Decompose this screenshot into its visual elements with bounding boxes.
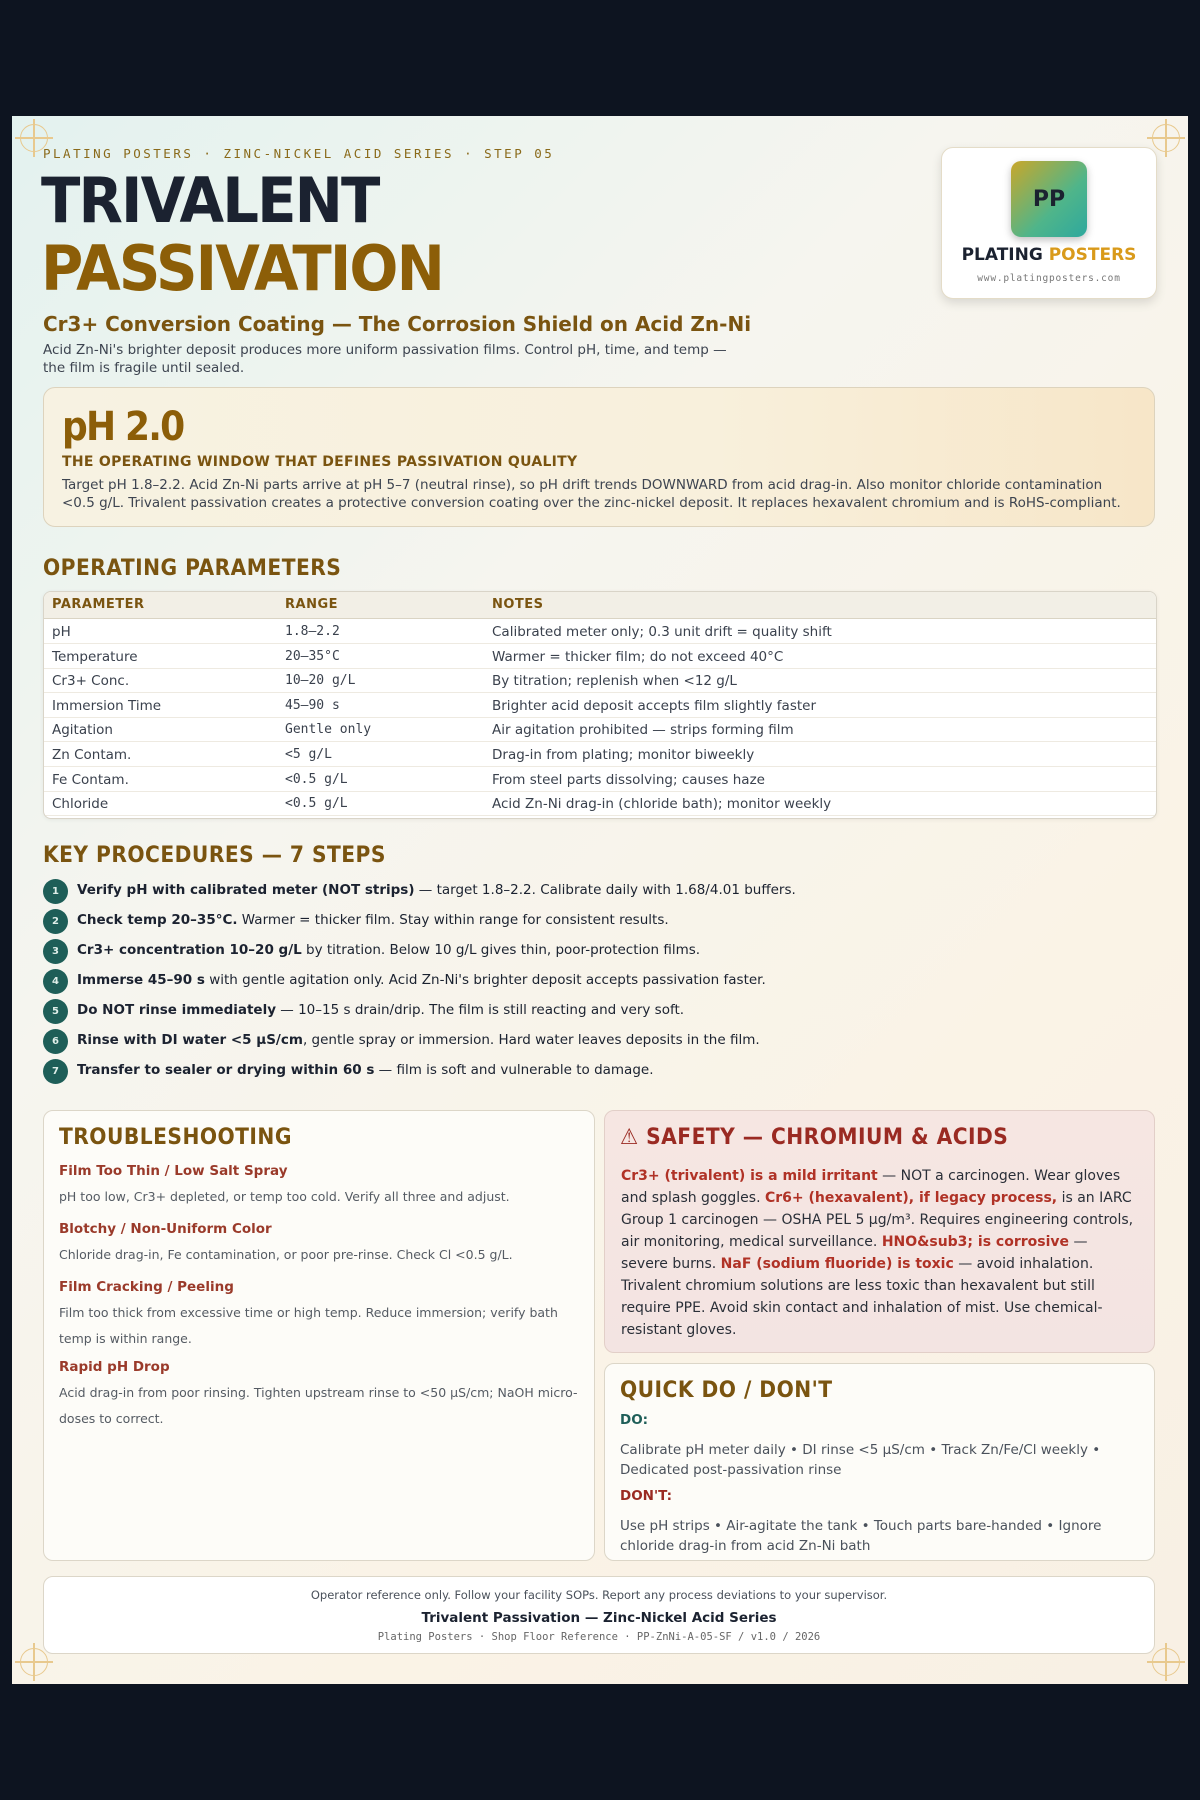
trouble-body: Film too thick from excessive time or high temp. Reduce immersion; verify bath temp is within range. (59, 1305, 558, 1346)
poster (12, 116, 1188, 1684)
table-row-divider (44, 791, 1156, 792)
do-text: Calibrate pH meter daily • DI rinse <5 µS/cm • Track Zn/Fe/Cl weekly • Dedicated post-passivation rinse (620, 1442, 1101, 1478)
troubleshooting-card (43, 1110, 595, 1561)
brand-url: www.platingposters.com (977, 273, 1121, 284)
table-row-divider (44, 741, 1156, 742)
table-cell-range: Gentle only (285, 722, 372, 738)
trouble-heading: Blotchy / Non-Uniform Color (59, 1221, 272, 1237)
table-cell-notes: From steel parts dissolving; causes haze (492, 771, 765, 788)
ph-heading: THE OPERATING WINDOW THAT DEFINES PASSIVATION QUALITY (62, 454, 578, 470)
step-text: Rinse with DI water <5 µS/cm, gentle spray or immersion. Hard water leaves deposits in the film. (77, 1032, 760, 1048)
step-number-badge: 2 (43, 909, 68, 934)
table-cell-parameter: Temperature (52, 648, 138, 665)
ph-callout (43, 387, 1155, 527)
table-cell-range: <5 g/L (285, 747, 332, 762)
ph-value: pH 2.0 (62, 404, 184, 450)
table-cell-range: 1.8–2.2 (285, 624, 340, 639)
table-cell-range: 10–20 g/L (285, 673, 356, 689)
intro-text: Acid Zn-Ni's brighter deposit produces more uniform passivation films. Control pH, time, and temp — the film is fragile until sealed. (43, 342, 727, 376)
brand-badge: PP (1011, 161, 1087, 237)
series-kicker: PLATING POSTERS · ZINC-NICKEL ACID SERIES · STEP 05 (43, 146, 555, 161)
table-row-divider (44, 766, 1156, 767)
footer-disclaimer: Operator reference only. Follow your facility SOPs. Report any process deviations to your supervisor. (310, 1588, 888, 1602)
key-procedures-title: KEY PROCEDURES — 7 STEPS (43, 843, 386, 868)
dont-text: Use pH strips • Air-agitate the tank • Touch parts bare-handed • Ignore chloride drag-in from acid Zn-Ni bath (620, 1518, 1102, 1554)
footer-title: Trivalent Passivation — Zinc-Nickel Acid Series (421, 1610, 777, 1626)
step-text: Immerse 45–90 s with gentle agitation only. Acid Zn-Ni's brighter deposit accepts passivation faster. (77, 972, 766, 988)
ph-description: Target pH 1.8–2.2. Acid Zn-Ni parts arrive at pH 5–7 (neutral rinse), so pH drift trends DOWNWARD from acid drag-in. Also monitor chloride contamination <0.5 g/L. Trivalent passivation creates a protective conversion coating over the zinc-nickel deposit. It replaces hexavalent chromium and is RoHS-compliant. (62, 477, 1121, 511)
trouble-heading: Film Too Thin / Low Salt Spray (59, 1163, 288, 1179)
trouble-body: Chloride drag-in, Fe contamination, or poor pre-rinse. Check Cl <0.5 g/L. (59, 1247, 513, 1262)
step-text: Check temp 20–35°C. Warmer = thicker film. Stay within range for consistent results. (77, 912, 669, 928)
page-subtitle: Cr3+ Conversion Coating — The Corrosion Shield on Acid Zn-Ni (43, 312, 752, 336)
table-row-divider (44, 668, 1156, 669)
table-cell-parameter: Cr3+ Conc. (52, 673, 130, 690)
crosshair-mark-icon (20, 1648, 48, 1676)
quick-title: QUICK DO / DON'T (620, 1378, 833, 1403)
table-cell-parameter: Immersion Time (52, 697, 162, 714)
brand-logo-card (941, 147, 1157, 299)
table-row-divider (44, 815, 1156, 816)
table-row-divider (44, 692, 1156, 693)
trouble-body: pH too low, Cr3+ depleted, or temp too cold. Verify all three and adjust. (59, 1189, 510, 1204)
table-row-divider (44, 717, 1156, 718)
table-cell-notes: Acid Zn-Ni drag-in (chloride bath); monitor weekly (492, 796, 832, 813)
warning-icon: ⚠ (620, 1125, 639, 1150)
footer (43, 1576, 1155, 1654)
table-cell-notes: Calibrated meter only; 0.3 unit drift = quality shift (492, 624, 832, 640)
trouble-heading: Rapid pH Drop (59, 1359, 170, 1375)
table-row-divider (44, 643, 1156, 644)
column-header: PARAMETER (52, 597, 145, 612)
column-header: NOTES (492, 597, 544, 612)
step-number-badge: 4 (43, 969, 68, 994)
brand-name: PLATING POSTERS (961, 245, 1137, 265)
safety-title: ⚠ SAFETY — CHROMIUM & ACIDS (620, 1125, 1009, 1150)
table-cell-parameter: Agitation (52, 722, 113, 739)
footer-reference: Plating Posters · Shop Floor Reference · PP-ZnNi-A-05-SF / v1.0 / 2026 (377, 1631, 821, 1643)
table-cell-range: 20–35°C (285, 648, 340, 664)
step-text: Do NOT rinse immediately — 10–15 s drain/drip. The film is still reacting and very soft. (77, 1002, 685, 1018)
table-cell-parameter: Chloride (52, 796, 109, 813)
step-number-badge: 5 (43, 999, 68, 1024)
operating-parameters-title: OPERATING PARAMETERS (43, 556, 342, 581)
dont-label: DON'T: (620, 1488, 672, 1504)
step-text: Transfer to sealer or drying within 60 s — film is soft and vulnerable to damage. (77, 1062, 654, 1078)
step-text: Cr3+ concentration 10–20 g/L by titration. Below 10 g/L gives thin, poor-protection films. (77, 942, 701, 958)
column-header: RANGE (285, 597, 339, 612)
title-line-2: PASSIVATION (41, 232, 443, 305)
safety-text: Cr3+ (trivalent) is a mild irritant — NOT a carcinogen. Wear gloves and splash goggles. Cr6+ (hexavalent), if legacy process, is an IARC Group 1 carcinogen — OSHA PEL 5 µg/m³. Requires engineering controls, air monitoring, medical surveillance. HNO&sub3; is corrosive — severe burns. NaF (sodium fluoride) is toxic — avoid inhalation. Trivalent chromium solutions are less toxic than hexavalent but still require PPE. Avoid skin contact and inhalation of mist. Use chemical-resistant gloves. (621, 1168, 1134, 1338)
table-cell-notes: By titration; replenish when <12 g/L (492, 673, 737, 690)
table-cell-notes: Brighter acid deposit accepts film slightly faster (492, 697, 817, 714)
title-line-1: TRIVALENT (41, 164, 379, 237)
table-cell-range: <0.5 g/L (285, 771, 348, 787)
crosshair-mark-icon (1152, 1648, 1180, 1676)
troubleshooting-title: TROUBLESHOOTING (59, 1125, 292, 1150)
do-label: DO: (620, 1412, 649, 1428)
step-number-badge: 3 (43, 939, 68, 964)
table-header (44, 592, 1156, 619)
step-number-badge: 1 (43, 879, 68, 904)
table-cell-parameter: Zn Contam. (52, 747, 132, 763)
trouble-body: Acid drag-in from poor rinsing. Tighten upstream rinse to <50 µS/cm; NaOH micro-doses to correct. (59, 1385, 578, 1426)
safety-card (604, 1110, 1155, 1353)
table-cell-parameter: pH (52, 624, 71, 640)
quick-do-dont-card (604, 1363, 1155, 1561)
table-cell-parameter: Fe Contam. (52, 771, 129, 788)
table-cell-range: 45–90 s (285, 697, 340, 713)
table-cell-notes: Warmer = thicker film; do not exceed 40°C (492, 648, 784, 665)
table-cell-notes: Air agitation prohibited — strips forming film (492, 722, 794, 739)
step-text: Verify pH with calibrated meter (NOT strips) — target 1.8–2.2. Calibrate daily with 1.68/4.01 buffers. (77, 882, 796, 898)
table-cell-notes: Drag-in from plating; monitor biweekly (492, 747, 755, 763)
trouble-heading: Film Cracking / Peeling (59, 1279, 234, 1295)
crosshair-mark-icon (1152, 124, 1180, 152)
parameters-table (43, 591, 1157, 819)
table-cell-range: <0.5 g/L (285, 796, 348, 812)
step-number-badge: 6 (43, 1029, 68, 1054)
step-number-badge: 7 (43, 1059, 68, 1084)
